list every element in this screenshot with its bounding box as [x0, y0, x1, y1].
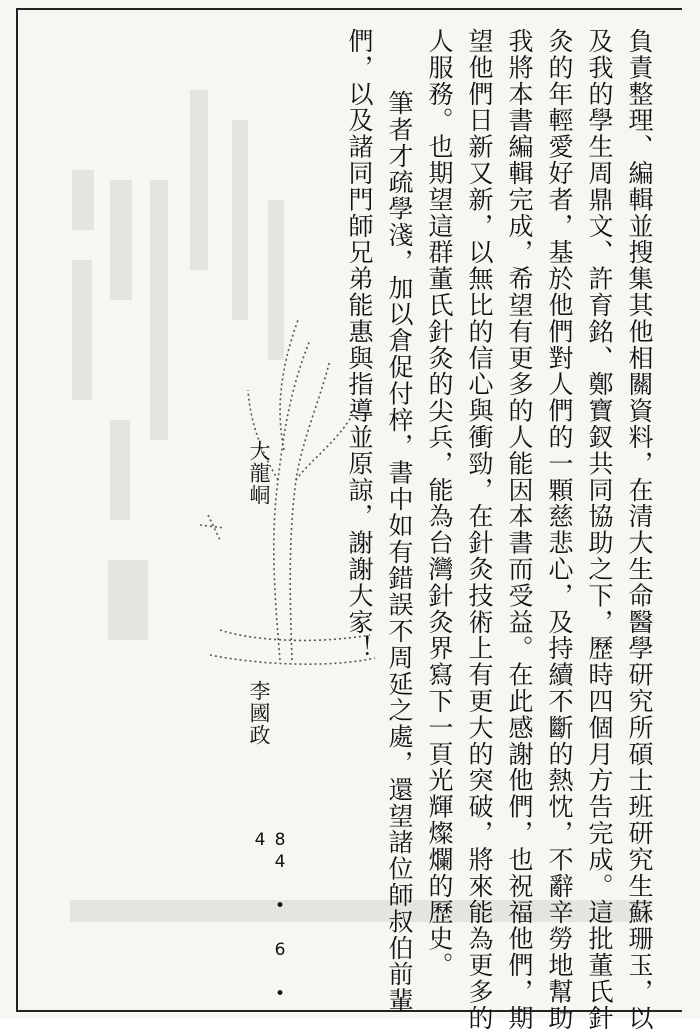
signature-place: 大龍峒: [247, 440, 271, 506]
date-day: 4: [250, 830, 270, 852]
signature-date: [250, 830, 290, 1019]
date-dot-1: •: [270, 896, 290, 918]
text-column-4: 我將本書編輯完成，希望有更多的人能因本書而受益。在此感謝他們，也祝福他們，期: [505, 28, 534, 1031]
text-column-1: 負責整理、編輯並搜集其他相關資料，在清大生命醫學研究所碩士班研究生蘇珊玉，以: [625, 28, 654, 1031]
signature-author: 李國政: [247, 680, 271, 746]
text-column-6: 人服務。也期望這群董氏針灸的尖兵，能為台灣針灸界寫下一頁光輝燦爛的歷史。: [425, 28, 454, 979]
date-dot-2: •: [270, 984, 290, 1006]
text-column-8: 們，以及諸同門師兄弟能惠與指導並原諒，謝謝大家！: [345, 28, 374, 662]
date-year: 84: [270, 830, 290, 874]
text-column-5: 望他們日新又新，以無比的信心與衝勁，在針灸技術上有更大的突破，將來能為更多的: [465, 28, 494, 1031]
text-column-2: 及我的學生周鼎文、許育銘、鄭寶釵共同協助之下，歷時四個月方告完成。這批董氏針: [585, 28, 614, 1031]
text-column-7: 筆者才疏學淺，加以倉促付梓，書中如有錯誤不周延之處，還望諸位師叔伯前輩: [385, 90, 414, 1014]
date-month: 6: [270, 940, 290, 962]
text-column-3: 灸的年輕愛好者，基於他們對人們的一顆慈悲心，及持續不斷的熱忱，不辭辛勞地幫助: [545, 28, 574, 1031]
